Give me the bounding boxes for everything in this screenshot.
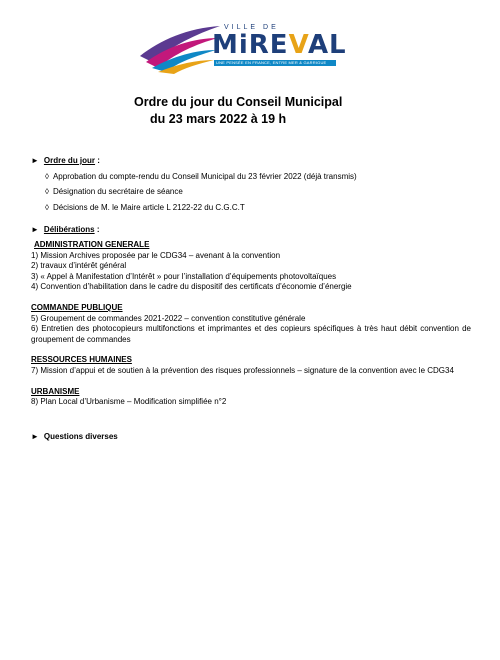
logo-name-part3: AL	[307, 30, 347, 60]
deliberation-item: 4) Convention d’habilitation dans le cadre du dispositif des certificats d’économie d’énergie	[31, 282, 352, 292]
logo-name	[212, 30, 347, 60]
title-line-1: Ordre du jour du Conseil Municipal	[134, 95, 343, 109]
agenda-list	[31, 172, 471, 214]
deliberation-item: 6) Entretien des photocopieurs multifonctions et imprimantes et des copieurs spécifiques à très haut débit convention de groupement de commandes	[31, 324, 471, 344]
agenda-item	[31, 187, 471, 198]
deliberations-heading-colon: :	[94, 225, 100, 235]
deliberation-item: 5) Groupement de commandes 2021-2022 – convention constitutive générale	[31, 313, 306, 323]
document-content	[31, 156, 471, 442]
agenda-heading-label: Ordre du jour	[43, 156, 96, 165]
deliberation-item: 2) travaux d’intérêt général	[31, 261, 127, 271]
diamond-icon: ◊	[45, 187, 49, 197]
deliberation-item: 1) Mission Archives proposée par le CDG34 – avenant à la convention	[31, 250, 281, 260]
deliberation-item: 7) Mission d’appui et de soutien à la prévention des risques professionnels – signature de la convention avec le CDG34	[31, 365, 454, 375]
deliberation-item: 3) « Appel à Manifestation d’Intérêt » pour l’installation d’équipements photovoltaïques	[31, 271, 337, 281]
questions-heading-label: Questions diverses	[43, 431, 118, 441]
logo-name-part2: V	[288, 30, 308, 60]
agenda-item	[31, 172, 471, 183]
agenda-item	[31, 203, 471, 214]
arrow-right-icon: ►	[31, 431, 39, 441]
arrow-right-icon: ►	[31, 156, 39, 165]
agenda-heading	[31, 156, 471, 167]
section-title-urbanisme: URBANISME	[31, 386, 80, 396]
deliberations-heading-label: Délibérations	[43, 225, 95, 235]
diamond-icon: ◊	[45, 171, 49, 181]
agenda-heading-colon: :	[95, 156, 100, 165]
mireval-logo	[138, 12, 347, 74]
questions-heading	[31, 432, 471, 443]
deliberations-heading	[31, 225, 471, 236]
logo-name-part1: MiRE	[212, 30, 289, 60]
agenda-item-text: Décisions de M. le Maire article L 2122-22 du C.G.C.T	[52, 202, 245, 212]
logo-tagline: UNE PENSÉE EN FRANCE, ENTRE MER & GARRIGUE	[216, 60, 327, 65]
agenda-item-text: Approbation du compte-rendu du Conseil Municipal du 23 février 2022 (déjà transmis)	[52, 171, 357, 181]
title-line-2: du 23 mars 2022 à 19 h	[150, 112, 287, 126]
section-title-commande-publique: COMMANDE PUBLIQUE	[31, 302, 123, 312]
section-title-ressources-humaines: RESSOURCES HUMAINES	[31, 355, 132, 365]
agenda-item-text: Désignation du secrétaire de séance	[52, 187, 183, 197]
arrow-right-icon: ►	[31, 225, 39, 235]
logo-small-text: VILLE DE	[224, 24, 279, 31]
section-title-administration: ADMINISTRATION GENERALE	[34, 239, 150, 249]
diamond-icon: ◊	[45, 202, 49, 212]
deliberation-item: 8) Plan Local d’Urbanisme – Modification simplifiée n°2	[31, 397, 227, 407]
